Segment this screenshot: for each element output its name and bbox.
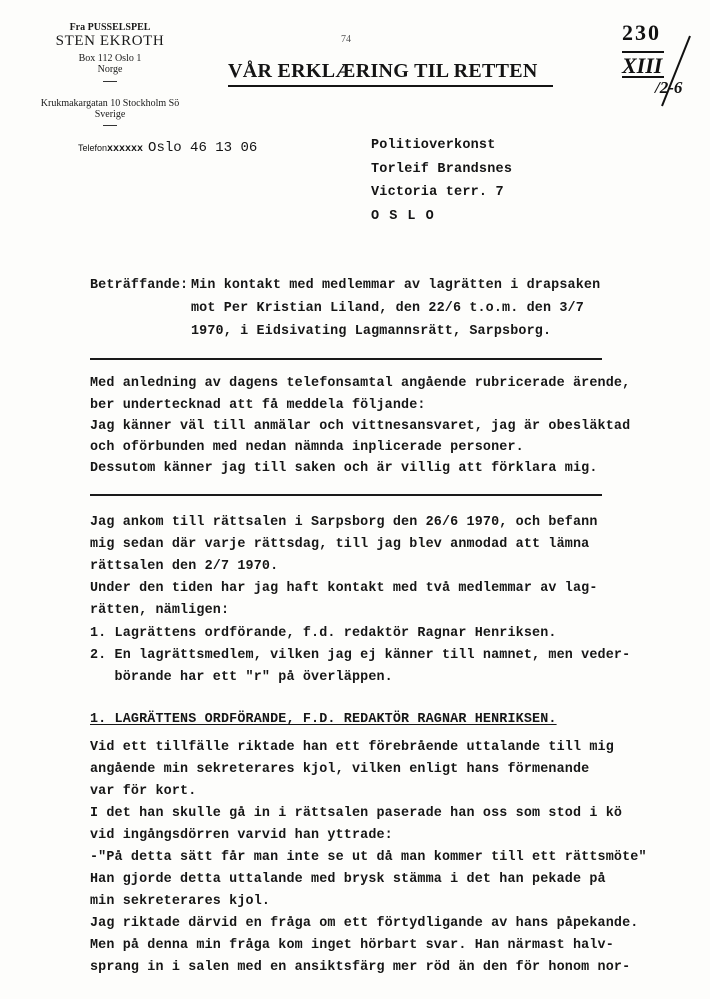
letterhead-divider-2: [103, 125, 117, 126]
recipient-line: O S L O: [371, 208, 435, 224]
telefon-number: Oslo 46 13 06: [148, 140, 258, 156]
body-line: Vid ett tillfälle riktade han ett förebrående uttalande till mig: [90, 740, 614, 755]
body-line: rättsalen den 2/7 1970.: [90, 559, 279, 574]
body-line: sprang in i salen med en ansiktsfärg mer röd än den för honom nor-: [90, 960, 631, 975]
title-underline: [228, 85, 553, 87]
letterhead-street-block: [22, 98, 198, 126]
body-line: Jag riktade därvid en fråga om ett förtydligande av hans påpekande.: [90, 916, 639, 931]
recipient-line: Torleif Brandsnes: [371, 161, 513, 177]
letterhead-box: Box 112 Oslo 1: [78, 53, 142, 64]
body-line: var för kort.: [90, 784, 197, 799]
body-line: börande har ett "r" på överläppen.: [90, 670, 393, 685]
body-line: mig sedan där varje rättsdag, till jag blev anmodad att lämna: [90, 537, 590, 552]
letterhead-phone: [78, 138, 257, 156]
letterhead-street: Krukmakargatan 10 Stockholm Sö: [40, 98, 180, 109]
body-line: min sekreterares kjol.: [90, 894, 271, 909]
document-title: VÅR ERKLÆRING TIL RETTEN: [228, 60, 538, 82]
handwritten-side-note: /2-6: [655, 78, 683, 97]
intro-line: och oförbunden med nedan nämnda inplicerade personer.: [90, 440, 524, 455]
body-line: vid ingångsdörren varvid han yttrade:: [90, 828, 393, 843]
letterhead-name: STEN EKROTH: [55, 33, 165, 49]
recipient-line: Politioverkonst: [371, 138, 496, 153]
handwritten-roman-numeral: XIII: [622, 53, 663, 78]
handwritten-roman-mark: [612, 30, 706, 112]
telefon-label: Telefon: [78, 143, 108, 153]
intro-line: ber undertecknad att få meddela följande:: [90, 398, 426, 413]
divider-rule: [90, 494, 602, 496]
body-line: I det han skulle gå in i rättsalen paserade han oss som stod i kö: [90, 806, 623, 821]
body-line: rätten, nämligen:: [90, 603, 230, 618]
regarding-line: Min kontakt med medlemmar av lagrätten i drapsaken: [191, 278, 601, 293]
body-line: 1. Lagrättens ordförande, f.d. redaktör Ragnar Henriksen.: [90, 626, 557, 641]
body-line: Under den tiden har jag haft kontakt med två medlemmar av lag-: [90, 581, 598, 596]
body-line: Men på denna min fråga kom inget hörbart svar. Han närmast halv-: [90, 938, 614, 953]
body-line: Han gjorde detta uttalande med brysk stämma i det han pekade på: [90, 872, 606, 887]
letterhead-from: Fra PUSSELSPEL: [69, 22, 151, 33]
body-line: Jag ankom till rättsalen i Sarpsborg den 26/6 1970, och befann: [90, 515, 598, 530]
page-number: 74: [341, 34, 351, 45]
regarding-line: mot Per Kristian Liland, den 22/6 t.o.m. den 3/7: [191, 301, 584, 316]
recipient-line: Victoria terr. 7: [371, 185, 504, 200]
body-line: 2. En lagrättsmedlem, vilken jag ej känner till namnet, men veder-: [90, 648, 631, 663]
section-heading: 1. LAGRÄTTENS ORDFÖRANDE, F.D. REDAKTÖR RAGNAR HENRIKSEN.: [90, 712, 557, 727]
letterhead: [40, 22, 180, 82]
regarding-label: Beträffande:: [90, 278, 189, 293]
intro-line: Dessutom känner jag till saken och är villig att förklara mig.: [90, 461, 598, 476]
body-line: -"På detta sätt får man inte se ut då man kommer till ett rättsmöte": [90, 850, 647, 865]
intro-line: Jag känner väl till anmälar och vittnesansvaret, jag är obesläktad: [90, 419, 631, 434]
body-line: angående min sekreterares kjol, vilken enligt hans förmenande: [90, 762, 590, 777]
regarding-line: 1970, i Eidsivating Lagmannsrätt, Sarpsborg.: [191, 324, 552, 339]
letterhead-country-sweden: Sverige: [94, 109, 126, 120]
telefon-struck-text: xxxxxx: [107, 144, 144, 155]
letterhead-country-norway: Norge: [97, 64, 123, 75]
intro-line: Med anledning av dagens telefonsamtal angående rubricerade ärende,: [90, 376, 631, 391]
recipient-address: [371, 134, 512, 228]
handwritten-number: 230: [622, 20, 661, 45]
letterhead-divider: [103, 81, 117, 82]
divider-rule: [90, 358, 602, 360]
